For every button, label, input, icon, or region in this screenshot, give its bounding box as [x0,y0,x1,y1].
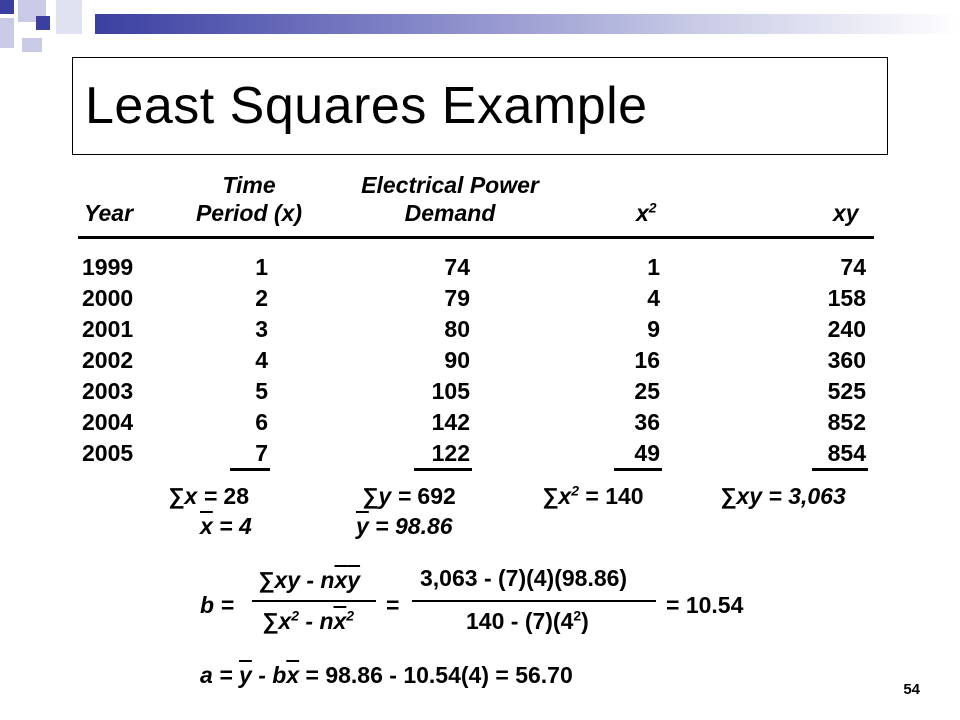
sum-y-value: 692 [417,483,456,509]
formula-a-xbar: $\overline{x}$ [286,662,300,688]
formula-b-den-sum: ∑x [262,608,292,634]
formula-b-den-values-close: ) [581,608,589,634]
cell-x-squared: 1 [647,254,660,280]
corner-square-dark-1 [0,0,14,14]
cell-demand: 142 [431,409,470,435]
corner-square-light-4 [22,38,42,52]
cell-time-period: 1 [255,254,268,280]
corner-square-light-3 [56,0,82,34]
mean-x-symbol: $\overline{x}$ [200,513,213,539]
header-x-squared-base: x [636,200,649,226]
title-box [72,57,888,155]
slide-title: Least Squares Example [85,77,648,135]
cell-year: 2004 [82,409,134,435]
sum-y-label: ∑y = [362,483,418,509]
formula-a [200,662,573,689]
header-rule [78,236,874,239]
cell-xy: 360 [827,347,866,373]
formula-b-denominator-values [466,608,589,635]
formula-b-fraction-bar-1 [252,600,376,602]
formula-b-den-values-a: 140 - (7)(4 [466,608,574,634]
sum-y [362,483,456,510]
formula-b-numerator [258,567,360,594]
cell-xy: 240 [827,316,866,342]
formula-b-numerator-values: 3,063 - (7)(4)(98.86) [420,565,628,591]
cell-year: 2001 [82,316,134,342]
mean-y-symbol: $\overline{y}$ [356,513,369,539]
cell-demand: 79 [444,285,470,311]
sum-x2-label: ∑x [542,483,572,509]
mean-x [200,513,252,540]
cell-year: 2003 [82,378,134,404]
cell-year: 2002 [82,347,134,373]
header-gradient-band [95,14,960,34]
cell-time-period: 5 [255,378,268,404]
corner-square-light-2 [0,18,14,48]
sum-rule-x2 [614,468,662,471]
cell-x-squared: 4 [647,285,660,311]
header-year: Year [84,200,134,226]
cell-x-squared: 9 [647,316,660,342]
formula-b-den-n: - n [299,608,334,634]
header-time-line2: Period (x) [195,200,303,226]
cell-xy: 158 [827,285,866,311]
formula-b-fraction-bar-2 [412,600,656,602]
formula-b-lhs: b = [200,592,234,618]
cell-x-squared: 36 [634,409,660,435]
sum-x [168,483,249,510]
formula-a-ybar: $\overline{y}$ [239,662,252,688]
formula-b-num-sum: ∑xy - n [258,567,335,593]
sum-rule-x [230,468,270,471]
cell-x-squared: 49 [634,440,660,466]
sum-rule-y [414,468,472,471]
corner-square-dark-2 [36,16,50,30]
cell-time-period: 3 [255,316,268,342]
cell-demand: 80 [444,316,470,342]
formula-b-den-exp2: 2 [346,607,355,624]
header-demand-line2: Demand [404,200,496,226]
formula-a-result: = 98.86 - 10.54(4) = 56.70 [299,662,573,688]
formula-b-result: = 10.54 [666,592,744,618]
mean-x-value: = 4 [212,513,252,539]
formula-a-lhs: a = [200,662,240,688]
sum-x-value: 28 [223,483,249,509]
sum-x-label: ∑x = [168,483,224,509]
cell-year: 1999 [82,254,134,280]
header-demand-line1: Electrical Power [361,172,539,198]
cell-xy: 525 [827,378,866,404]
cell-demand: 105 [431,378,470,404]
formula-a-minus-b: - b [251,662,287,688]
cell-time-period: 6 [255,409,268,435]
header-time-line1: Time [222,172,276,198]
cell-year: 2005 [82,440,134,466]
page-number: 54 [903,681,920,698]
sum-x2-exp: 2 [571,482,579,499]
formula-b-equals: = [386,592,400,618]
formula-b-den-exp: 2 [291,607,299,624]
mean-y [356,513,453,540]
cell-year: 2000 [82,285,134,311]
cell-demand: 122 [431,440,470,466]
cell-demand: 90 [444,347,470,373]
sum-x-squared [542,483,644,510]
sum-rule-xy [812,468,868,471]
cell-demand: 74 [444,254,470,280]
formula-b-denominator [262,608,354,635]
cell-xy: 852 [827,409,866,435]
sum-x2-value: = 140 [579,483,644,509]
cell-time-period: 7 [255,440,268,466]
cell-time-period: 4 [255,347,268,373]
cell-time-period: 2 [255,285,268,311]
sum-xy: ∑xy = 3,063 [720,483,846,509]
header-xy: xy [833,200,859,226]
formula-b-den-values-exp: 2 [573,607,582,624]
formula-b-num-xbar: $\overline{x}$ [334,567,348,593]
formula-b-num-ybar: $\overline{y}$ [347,567,361,593]
mean-y-value: = 98.86 [368,513,453,539]
cell-x-squared: 16 [634,347,660,373]
header-x-squared-exp: 2 [648,199,657,216]
cell-x-squared: 25 [634,378,660,404]
cell-xy: 854 [827,440,866,466]
formula-b-den-xbar: $\overline{x}$ [333,608,347,634]
cell-xy: 74 [840,254,866,280]
header-x-squared [636,200,657,227]
